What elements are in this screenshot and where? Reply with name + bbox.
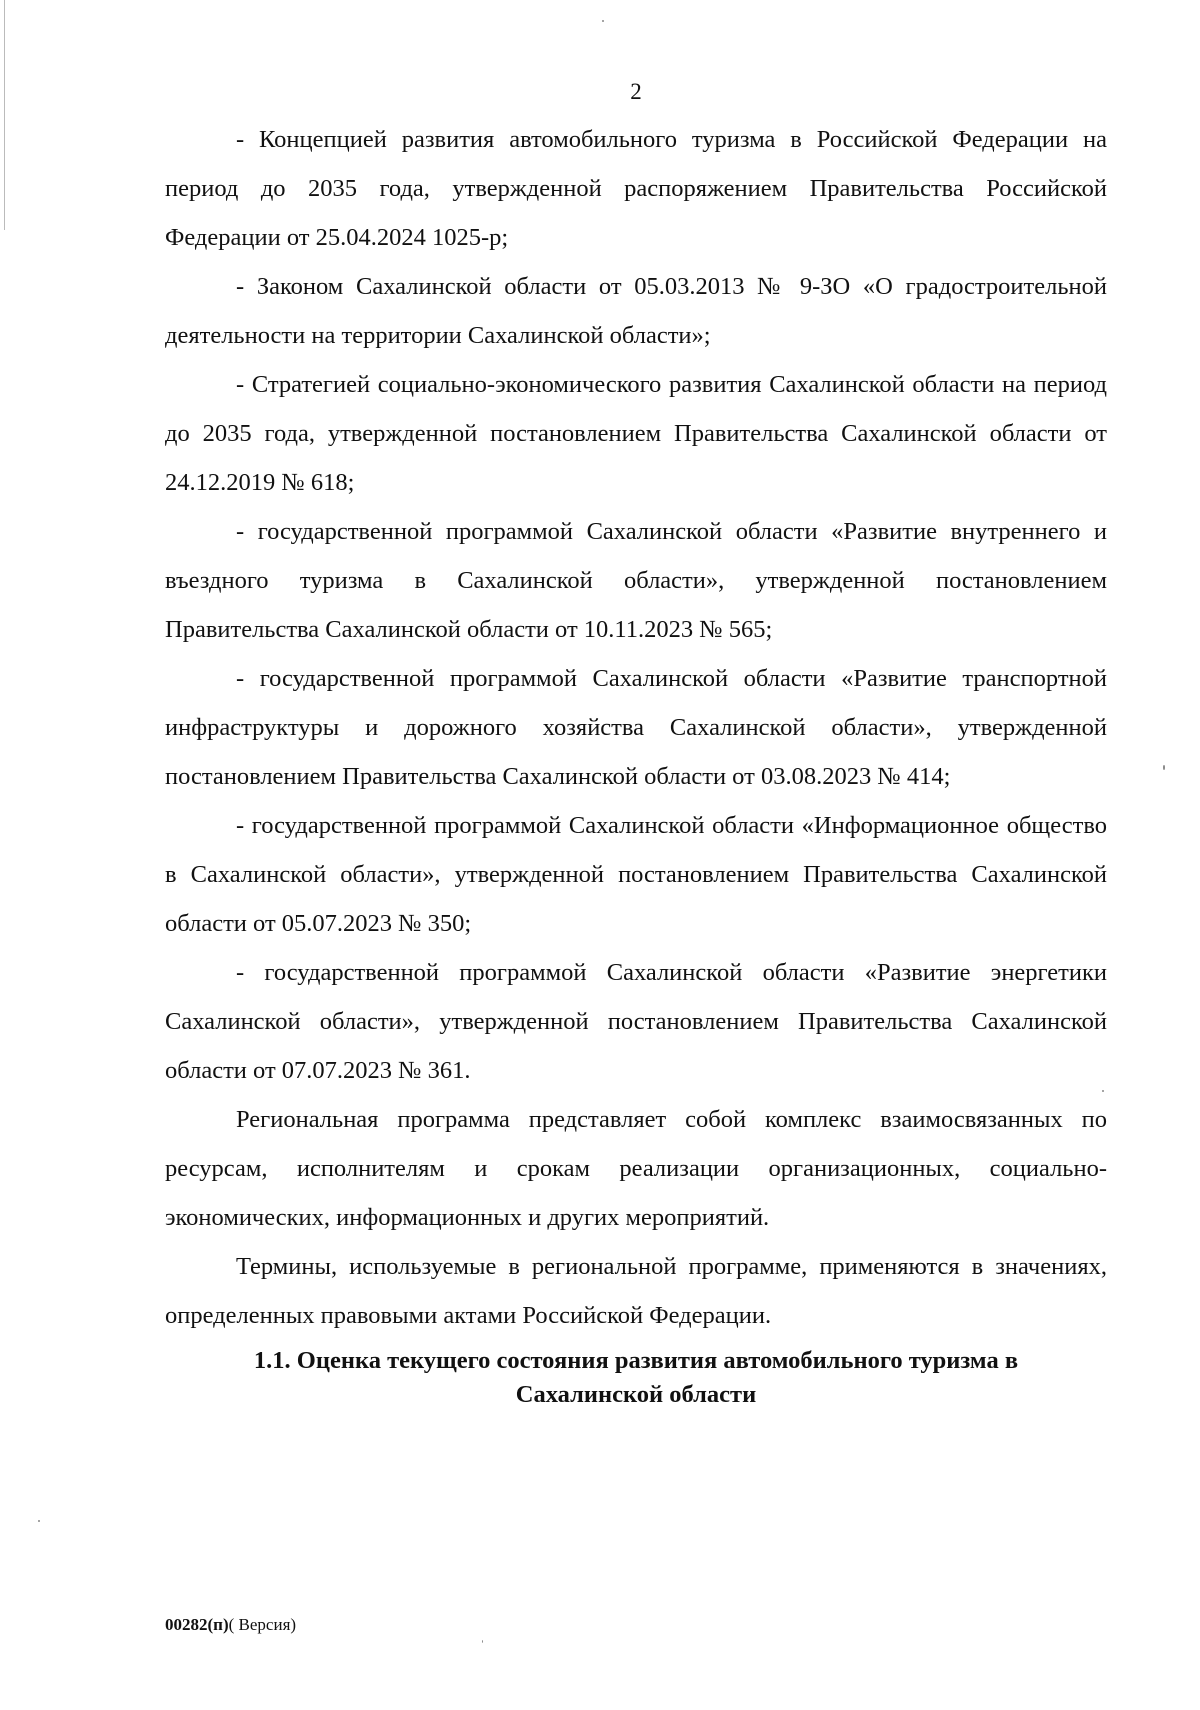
scan-speck (482, 1640, 483, 1643)
paragraph-urban-planning-law: - Законом Сахалинской области от 05.03.2013 № 9-ЗО «О градостроительной деятельности на территории Сахалинской области»; (165, 273, 1107, 349)
scan-speck (1102, 1090, 1104, 1092)
scan-speck (1163, 765, 1165, 770)
paragraph-regional-program-definition: Региональная программа представляет собой комплекс взаимосвязанных по ресурсам, исполнителям и срокам реализации организационных, социально-экономических, информационных и других мероприятий. (165, 1106, 1107, 1231)
paragraph-information-society-program: - государственной программой Сахалинской области «Информационное общество в Сахалинской области», утвержденной постановлением Правительства Сахалинской области от 05.07.2023 № 350; (165, 812, 1107, 937)
section-heading-line-1: 1.1. Оценка текущего состояния развития автомобильного туризма в (253, 1347, 1019, 1374)
footer-document-code (165, 1614, 296, 1636)
scan-edge-mark (4, 0, 5, 230)
paragraph-tourism-program: - государственной программой Сахалинской области «Развитие внутреннего и въездного туризма в Сахалинской области», утвержденной постановлением Правительства Сахалинской области от 10.11.2023 № 565; (165, 518, 1107, 643)
footer-version: ( Версия) (228, 1615, 297, 1634)
paragraph-terms: Термины, используемые в региональной программе, применяются в значениях, определенных правовыми актами Российской Федерации. (165, 1253, 1107, 1329)
scan-speck (38, 1520, 40, 1522)
paragraph-energy-program: - государственной программой Сахалинской области «Развитие энергетики Сахалинской области», утвержденной постановлением Правительства Сахалинской области от 07.07.2023 № 361. (165, 959, 1107, 1084)
paragraph-auto-tourism-concept: - Концепцией развития автомобильного туризма в Российской Федерации на период до 2035 года, утвержденной распоряжением Правительства Российской Федерации от 25.04.2024 1025-р; (165, 126, 1107, 251)
section-heading (165, 1344, 1107, 1412)
page-number: 2 (630, 79, 642, 104)
document-body (165, 115, 1107, 1412)
scan-speck (602, 20, 604, 22)
paragraph-development-strategy: - Стратегией социально-экономического развития Сахалинской области на период до 2035 года, утвержденной постановлением Правительства Сахалинской области от 24.12.2019 № 618; (165, 371, 1107, 496)
paragraph-transport-program: - государственной программой Сахалинской области «Развитие транспортной инфраструктуры и дорожного хозяйства Сахалинской области», утвержденной постановлением Правительства Сахалинской области от 03.08.2023 № 414; (165, 665, 1107, 790)
footer-code: 00282(п) (165, 1615, 229, 1634)
section-heading-line-2: Сахалинской области (515, 1381, 757, 1408)
